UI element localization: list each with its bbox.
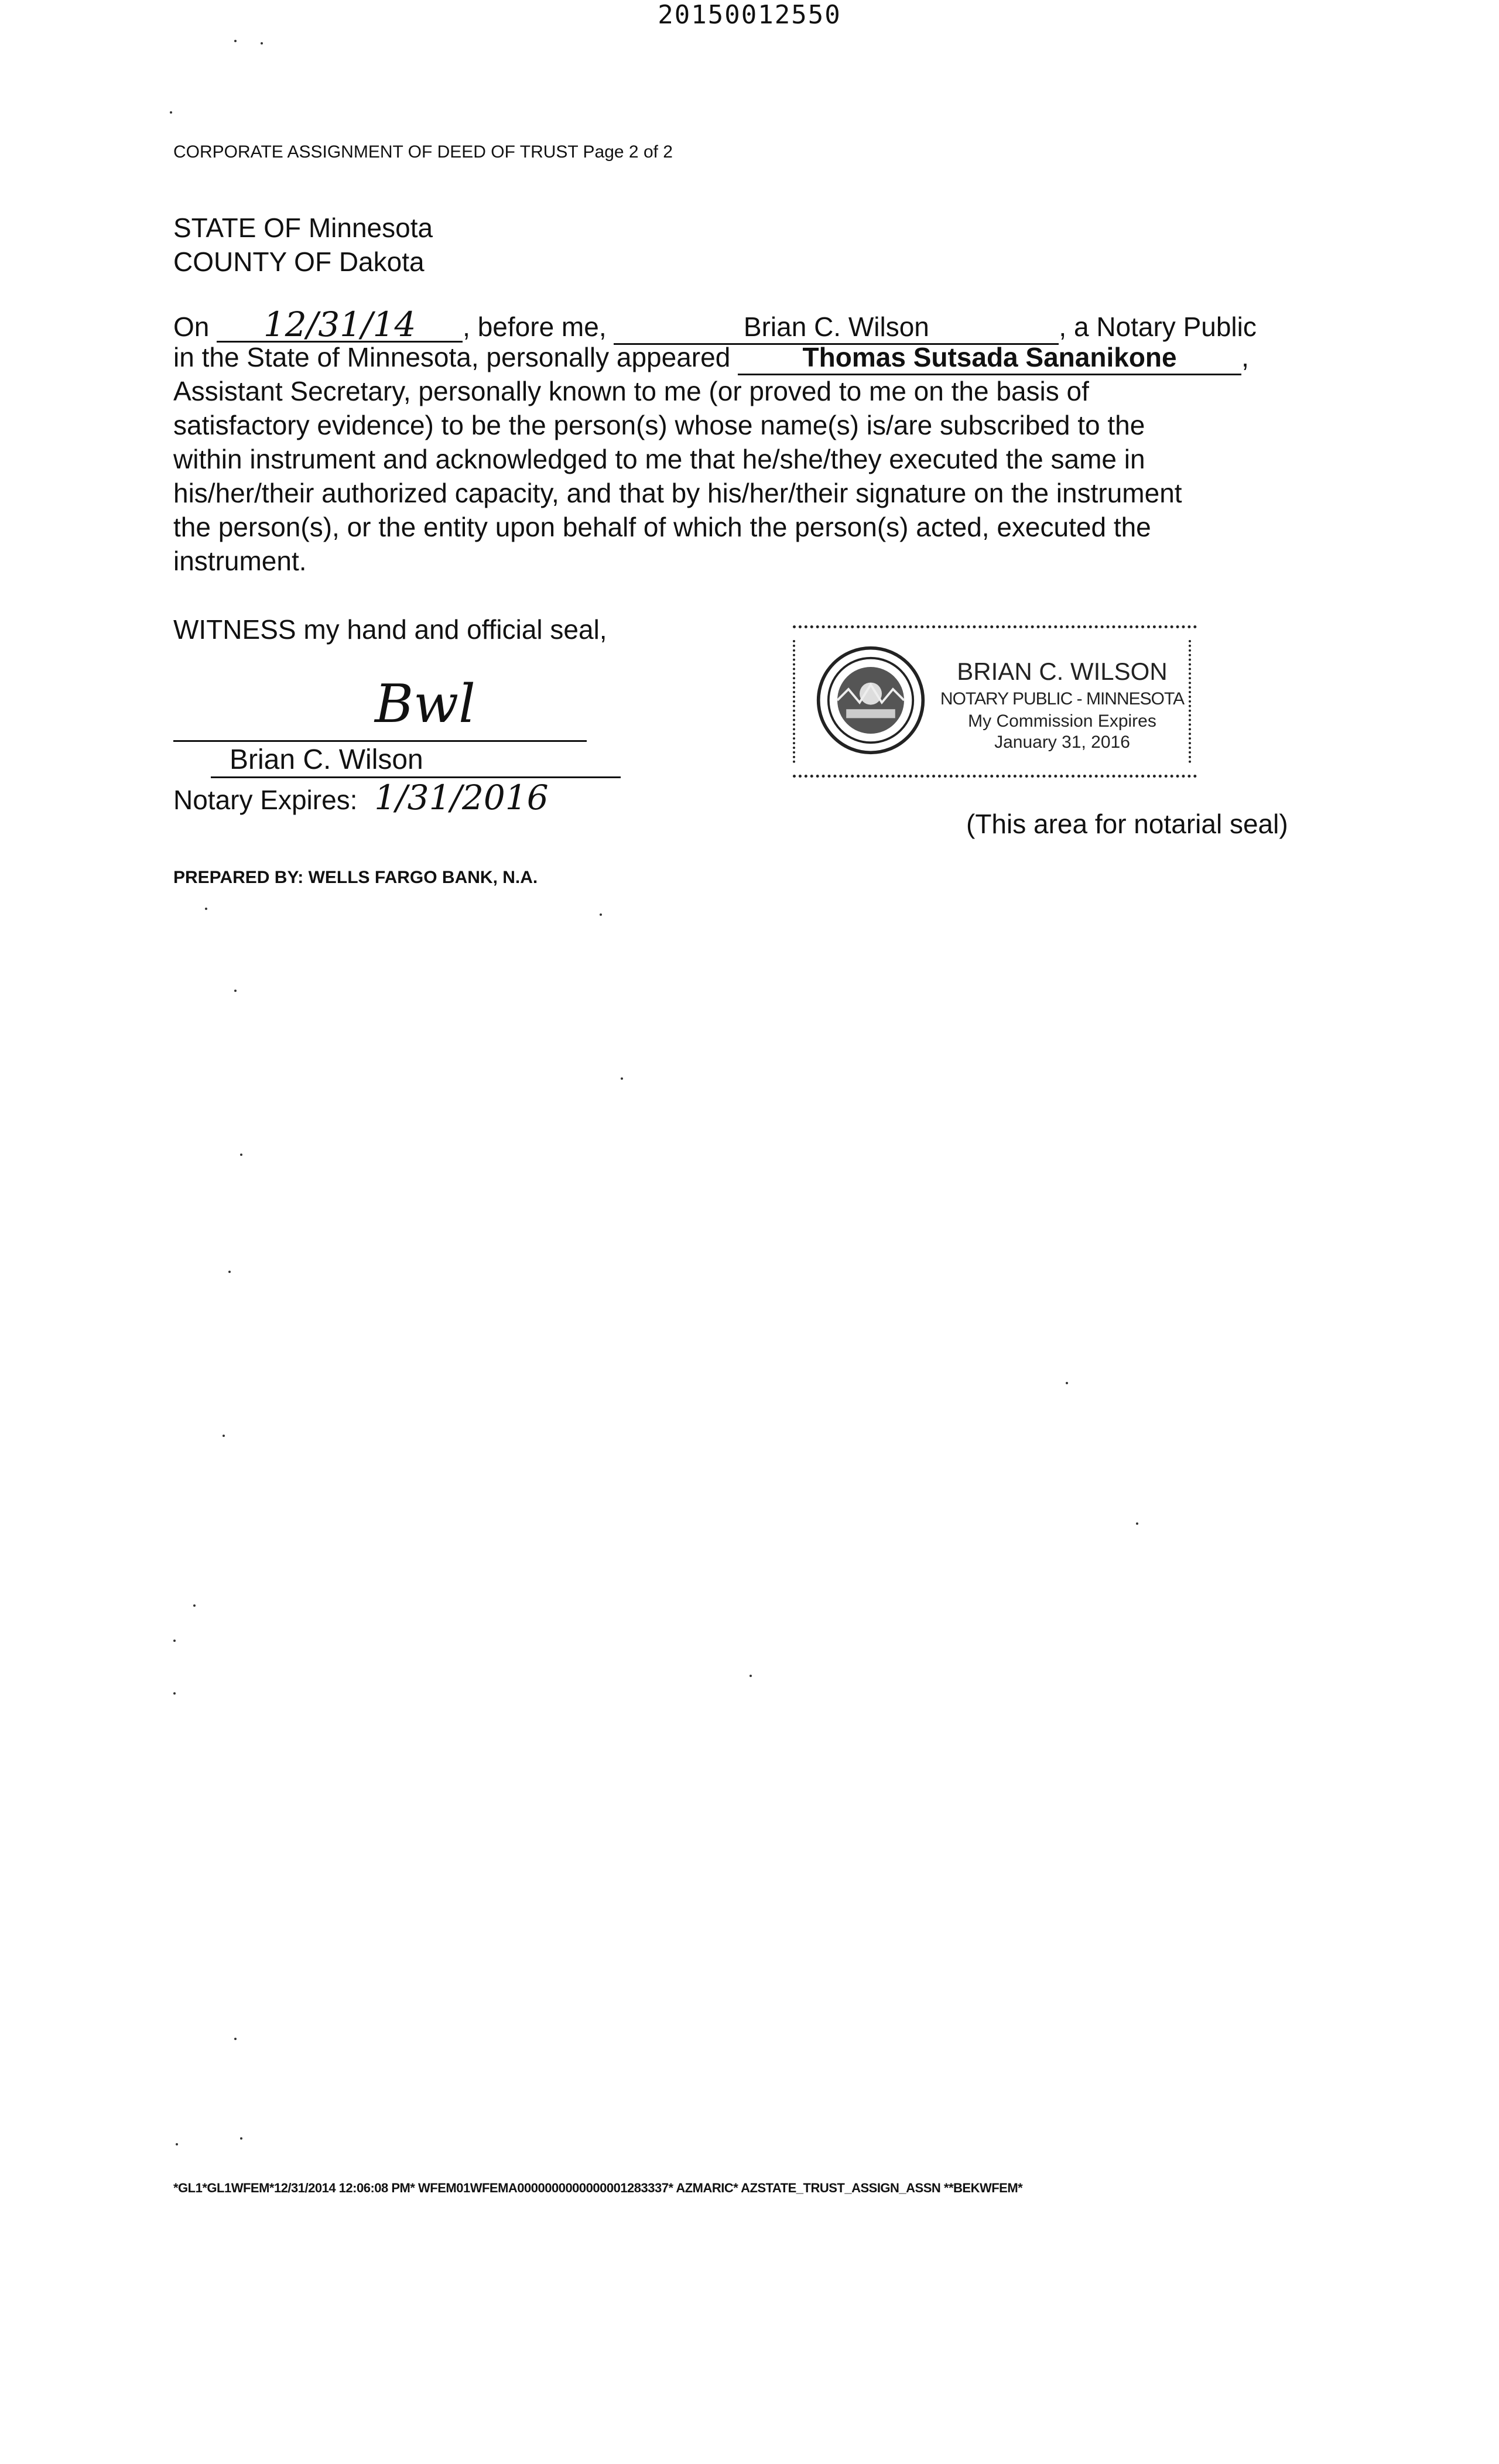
document-number: 20150012550 (658, 0, 841, 30)
scan-speck (205, 908, 207, 910)
seal-name: BRIAN C. WILSON (957, 658, 1168, 685)
witness-text: WITNESS my hand and official seal, (173, 614, 607, 645)
seal-commission: My Commission Expires (968, 711, 1156, 731)
scan-speck (234, 40, 237, 42)
scan-speck (240, 2137, 242, 2140)
venue-block (173, 211, 433, 279)
body-line-2: satisfactory evidence) to be the person(s) whose name(s) is/are subscribed to the (173, 410, 1145, 440)
scan-speck (261, 42, 263, 45)
notary-expires (173, 778, 549, 817)
page-label: CORPORATE ASSIGNMENT OF DEED OF TRUST Page 2 of 2 (173, 142, 673, 162)
in-state-text: in the State of Minnesota, personally appeared (173, 342, 731, 372)
comma: , (1241, 342, 1249, 372)
acknowledgment-line-2 (173, 341, 1249, 375)
scan-speck (1136, 1522, 1138, 1525)
scan-speck (176, 2143, 178, 2145)
scan-speck (223, 1435, 225, 1437)
scan-speck (240, 1154, 242, 1156)
scan-speck (193, 1604, 196, 1607)
before-me-text: , before me, (463, 312, 607, 342)
scan-speck (600, 913, 602, 916)
scan-speck (228, 1271, 231, 1273)
notary-name-field: Brian C. Wilson (614, 310, 1059, 345)
body-line-6: instrument. (173, 546, 307, 576)
printed-notary-name: Brian C. Wilson (230, 744, 423, 775)
state-seal-icon (815, 645, 926, 756)
scan-speck (170, 111, 172, 114)
signature-line (173, 740, 587, 742)
seal-area-label: (This area for notarial seal) (966, 809, 1288, 839)
prepared-by: PREPARED BY: WELLS FARGO BANK, N.A. (173, 868, 538, 887)
body-line-5: the person(s), or the entity upon behalf of which the person(s) acted, executed the (173, 512, 1151, 542)
appeared-name-field: Thomas Sutsada Sananikone (738, 341, 1241, 375)
notary-public-text: , a Notary Public (1059, 312, 1257, 342)
seal-title: NOTARY PUBLIC - MINNESOTA (940, 689, 1185, 709)
scan-speck (621, 1077, 623, 1080)
body-line-1: Assistant Secretary, personally known to me (or proved to me on the basis of (173, 376, 1089, 406)
footer-code: *GL1*GL1WFEM*12/31/2014 12:06:08 PM* WFEM01WFEMA0000000000000001283337* AZMARIC* AZSTATE_TRUST_ASSIGN_ASSN **BEKWFEM* (173, 2181, 1023, 2195)
scan-speck (1066, 1382, 1068, 1384)
scan-speck (234, 990, 237, 992)
date-handwritten: 12/31/14 (217, 308, 463, 343)
seal-expires: January 31, 2016 (994, 733, 1130, 752)
scan-speck (750, 1675, 752, 1677)
acknowledgment-line-1 (173, 304, 1257, 345)
scan-speck (234, 2038, 237, 2040)
body-line-4: his/her/their authorized capacity, and that by his/her/their signature on the instrument (173, 478, 1182, 508)
notary-expires-label: Notary Expires: (173, 785, 358, 815)
body-line-3: within instrument and acknowledged to me that he/she/they executed the same in (173, 444, 1145, 474)
state-line: STATE OF Minnesota (173, 213, 433, 243)
notary-expires-date: 1/31/2016 (374, 778, 549, 817)
on-label: On (173, 312, 210, 342)
scan-speck (173, 1640, 176, 1642)
county-line: COUNTY OF Dakota (173, 247, 425, 277)
notarial-seal (793, 625, 1197, 778)
scan-speck (173, 1692, 176, 1695)
notary-signature: Bwl (375, 673, 475, 735)
